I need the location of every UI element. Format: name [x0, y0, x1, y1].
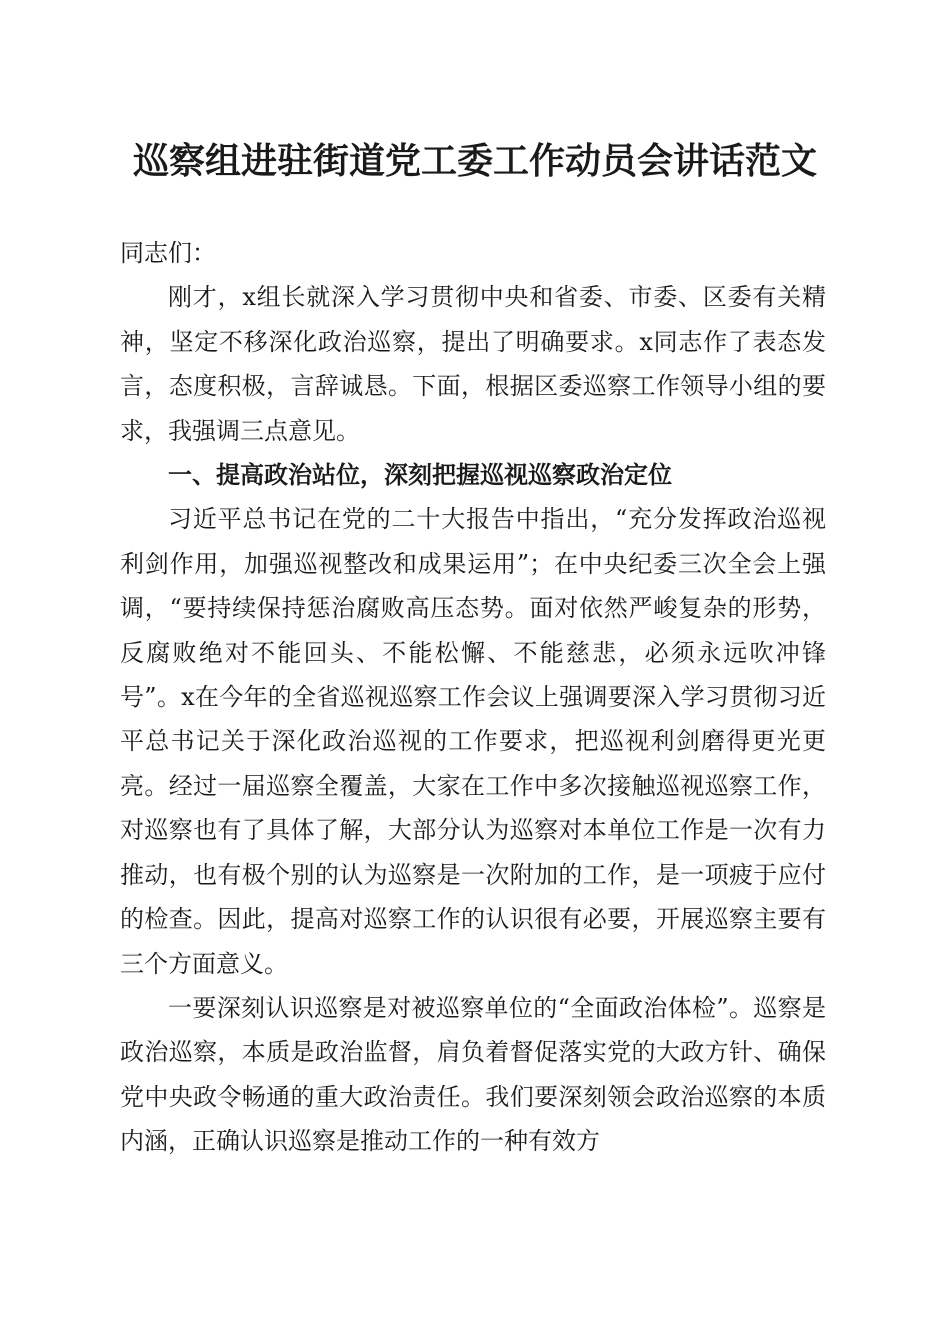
document-title: 巡察组进驻街道党工委工作动员会讲话范文 — [132, 140, 817, 182]
paragraph-opening: 刚才，x组长就深入学习贯彻中央和省委、市委、区委有关精神，坚定不移深化政治巡察，提出了明确要求。x同志作了表态发言，态度积极，言辞诚恳。下面，根据区委巡察工作领导小组的要求，我强调三点意见。 — [120, 283, 826, 445]
salutation: 同志们： — [120, 239, 216, 267]
paragraph-political-positioning: 习近平总书记在党的二十大报告中指出，“充分发挥政治巡视利剑作用，加强巡视整改和成果运用”；在中央纪委三次全会上强调，“要持续保持惩治腐败高压态势。面对依然严峻复杂的形势，反腐败绝对不能回头、不能松懈、不能慈悲，必须永远吹冲锋号”。x在今年的全省巡视巡察工作会议上强调要深入学习贯彻习近平总书记关于深化政治巡视的工作要求，把巡视利剑磨得更光更亮。经过一届巡察全覆盖，大家在工作中多次接触巡视巡察工作，对巡察也有了具体了解，大部分认为巡察对本单位工作是一次有力推动，也有极个别的认为巡察是一次附加的工作，是一项疲于应付的检查。因此，提高对巡察工作的认识很有必要，开展巡察主要有三个方面意义。 — [120, 505, 826, 978]
document-body — [120, 231, 826, 1164]
section-heading-1: 一、提高政治站位，深刻把握巡视巡察政治定位 — [168, 461, 672, 490]
paragraph-political-checkup: 一要深刻认识巡察是对被巡察单位的“全面政治体检”。巡察是政治巡察，本质是政治监督，肩负着督促落实党的大政方针、确保党中央政令畅通的重大政治责任。我们要深刻领会政治巡察的本质内涵，正确认识巡察是推动工作的一种有效方 — [120, 993, 826, 1156]
